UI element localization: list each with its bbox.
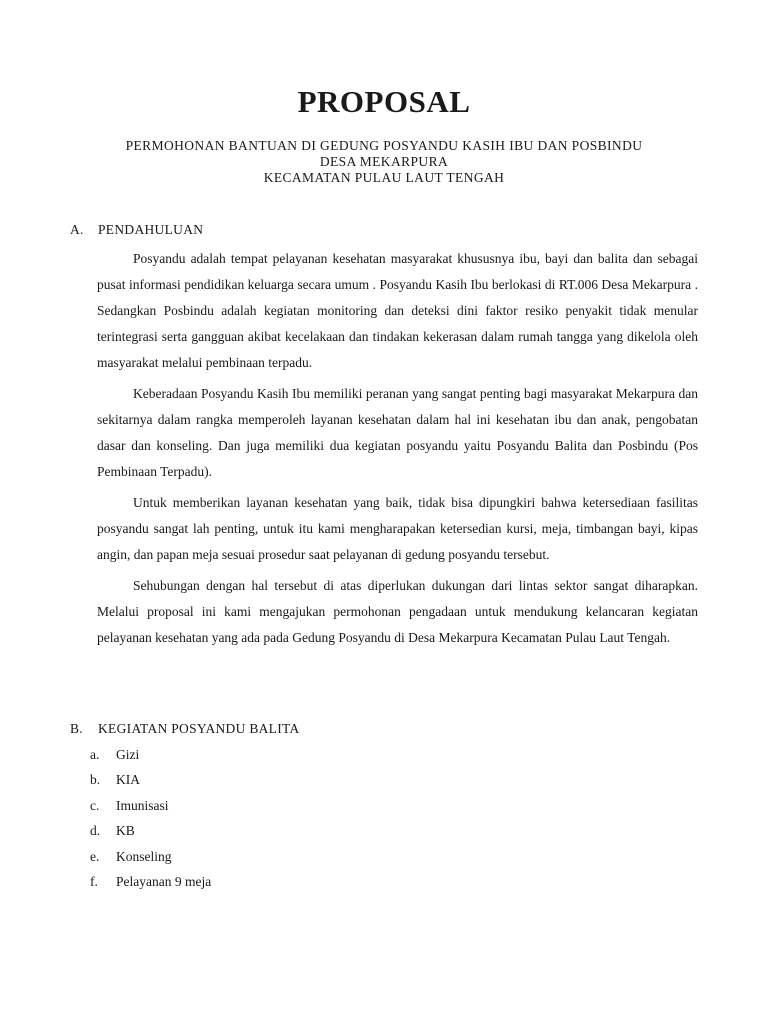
- list-marker: f.: [90, 873, 98, 889]
- list-item-text: Imunisasi: [116, 797, 169, 813]
- list-item-text: KIA: [116, 772, 140, 788]
- list-item: [90, 821, 211, 846]
- paragraph: Keberadaan Posyandu Kasih Ibu memiliki peranan yang sangat penting bagi masyarakat Mekarpura dan sekitarnya dalam rangka memperoleh layanan kesehatan dalam hal ini kesehatan ibu dan anak, pengobatan dasar dan konseling. Dan juga memiliki dua kegiatan posyandu yaitu Posyandu Balita dan Posbindu (Pos Pembinaan Terpadu).: [97, 386, 698, 479]
- section-heading-a: [70, 222, 203, 238]
- subtitle-line: PERMOHONAN BANTUAN DI GEDUNG POSYANDU KASIH IBU DAN POSBINDU: [125, 138, 643, 153]
- list-marker: a.: [90, 747, 100, 762]
- section-heading-b: [70, 721, 300, 737]
- list-item-text: Pelayanan 9 meja: [116, 873, 212, 889]
- paragraph: Untuk memberikan layanan kesehatan yang baik, tidak bisa dipungkiri bahwa ketersediaan fasilitas posyandu sangat lah penting, untuk itu kami mengharapakan ketersedian kursi, meja, timbangan bayi, kipas angin, dan papan meja sesuai prosedur saat pelayanan di gedung posyandu tersebut.: [97, 495, 698, 562]
- paragraph: Sehubungan dengan hal tersebut di atas diperlukan dukungan dari lintas sektor sangat diharapkan. Melalui proposal ini kami mengajukan permohonan pengadaan untuk mendukung kelancaran kegiatan pelayanan kesehatan yang ada pada Gedung Posyandu di Desa Mekarpura Kecamatan Pulau Laut Tengah.: [97, 578, 698, 645]
- section-a-body: [97, 246, 698, 656]
- list-marker: e.: [90, 848, 100, 864]
- subtitle-line: KECAMATAN PULAU LAUT TENGAH: [263, 170, 505, 185]
- list-marker: c.: [90, 797, 100, 813]
- list-item: [90, 745, 211, 770]
- list-marker: b.: [90, 772, 101, 788]
- subtitle-line: DESA MEKARPURA: [319, 154, 449, 169]
- activity-list: [90, 745, 211, 897]
- section-title: PENDAHULUAN: [98, 222, 204, 237]
- list-marker: d.: [90, 823, 101, 839]
- list-item: [90, 847, 211, 872]
- list-item-text: KB: [116, 823, 135, 839]
- list-item: [90, 770, 211, 795]
- document-title: PROPOSAL: [297, 84, 471, 119]
- paragraph: Posyandu adalah tempat pelayanan kesehatan masyarakat khususnya ibu, bayi dan balita dan sebagai pusat informasi pendidikan keluarga secara umum . Posyandu Kasih Ibu berlokasi di RT.006 Desa Mekarpura . Sedangkan Posbindu adalah kegiatan monitoring dan deteksi dini faktor resiko penyakit tidak menular terintegrasi serta gangguan akibat kecelakaan dan tindakan kekerasan dalam rumah tangga yang dikelola oleh masyarakat melalui pembinaan terpadu.: [97, 251, 698, 370]
- section-letter: A.: [70, 222, 84, 237]
- list-item: [90, 872, 211, 897]
- section-title: KEGIATAN POSYANDU BALITA: [98, 721, 300, 736]
- list-item-text: Gizi: [116, 747, 140, 762]
- list-item-text: Konseling: [116, 848, 172, 864]
- document-subtitle: [0, 138, 768, 186]
- list-item: [90, 796, 211, 821]
- section-letter: B.: [70, 721, 83, 736]
